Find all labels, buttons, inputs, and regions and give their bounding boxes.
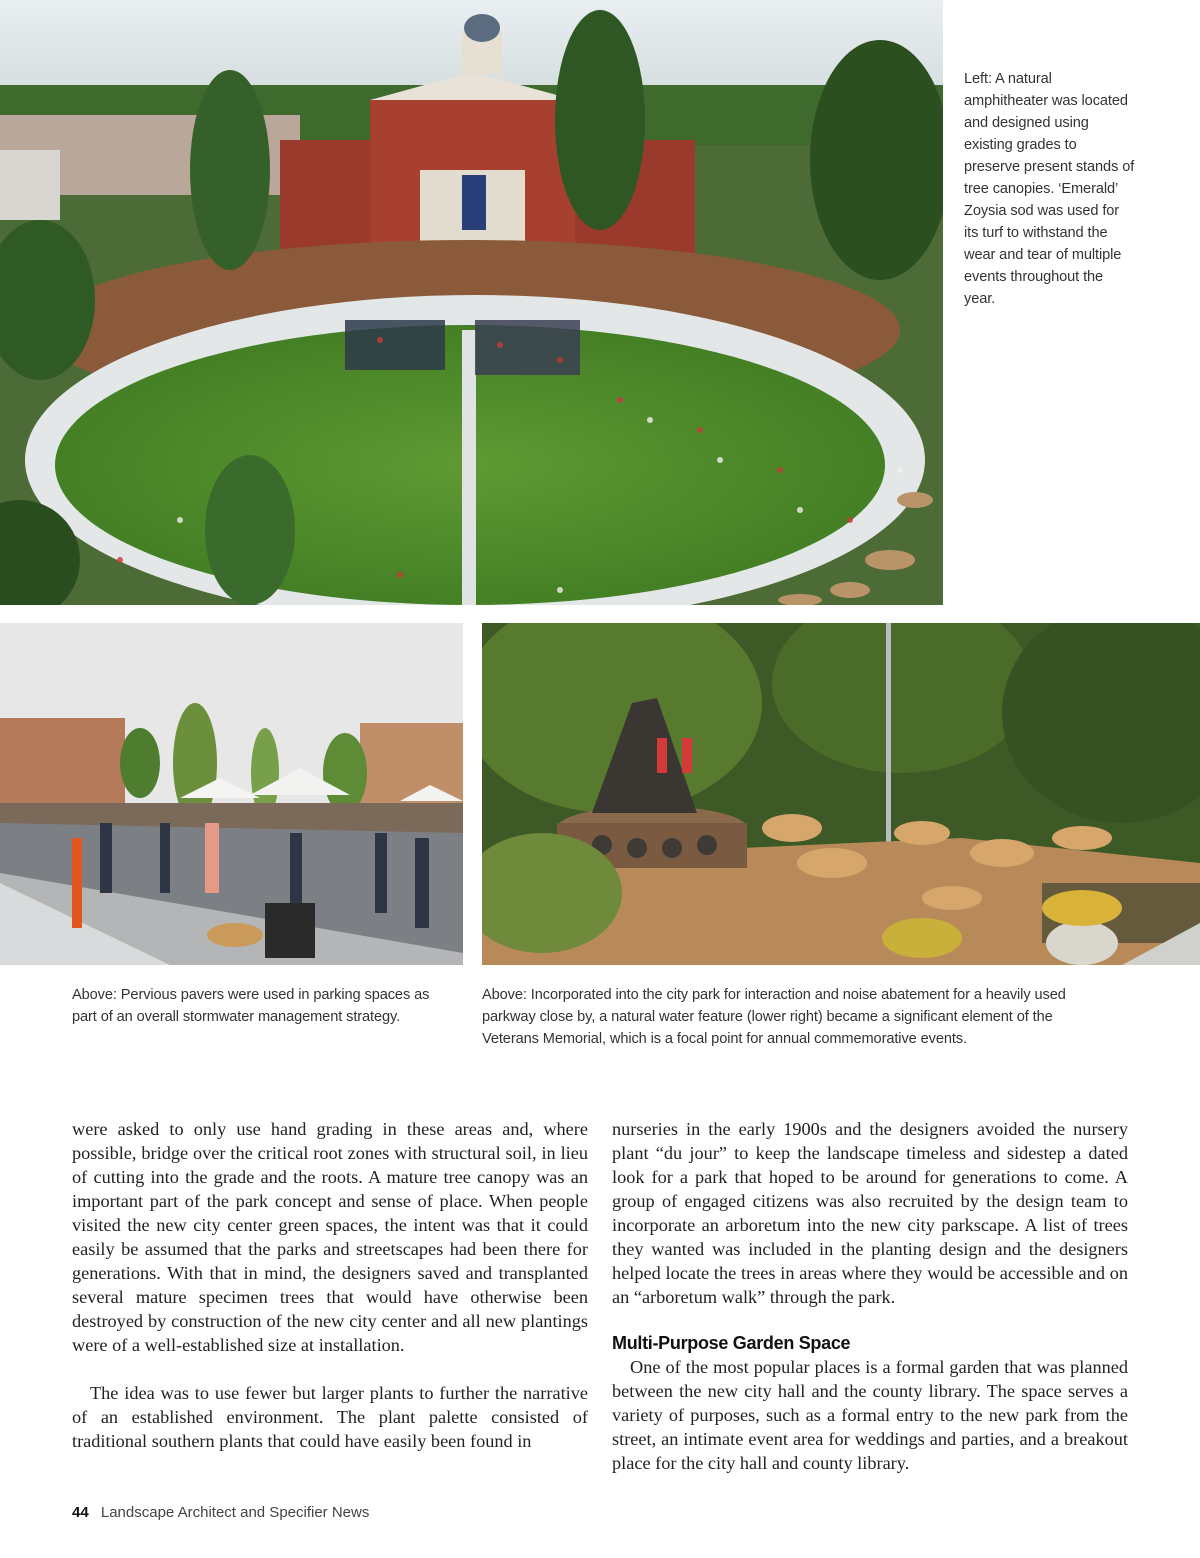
article-column-right bbox=[612, 1117, 1128, 1475]
amphitheater-photo bbox=[0, 0, 943, 605]
page-footer bbox=[72, 1504, 369, 1521]
article-column-left bbox=[72, 1117, 588, 1453]
publication-name: Landscape Architect and Specifier News bbox=[100, 1504, 370, 1521]
page-number: 44 bbox=[72, 1504, 89, 1521]
bottom-left-caption: Above: Pervious pavers were used in parking spaces as part of an overall stormwater management strategy. bbox=[72, 987, 430, 1025]
bottom-right-caption: Above: Incorporated into the city park for interaction and noise abatement for a heavily used parkway close by, a natural water feature (lower right) became a significant element of the Veterans Memorial, which is a focal point for annual commemorative events. bbox=[482, 987, 1066, 1047]
section-heading: Multi-Purpose Garden Space bbox=[612, 1333, 851, 1353]
article-paragraph: nurseries in the early 1900s and the designers avoided the nursery plant “du jour” to keep the landscape timeless and sidestep a dated look for a park that hoped to be around for generations to come. A group of engaged citizens was also recruited by the design team to incorporate an arboretum into the new city parkscape. A list of trees they wanted was included in the planting design and the designers helped locate the trees in areas where they would be accessible and on an “arboretum walk” through the park. bbox=[612, 1119, 1128, 1307]
veterans-memorial-photo bbox=[482, 623, 1200, 965]
market-street-photo bbox=[0, 623, 463, 965]
article-paragraph: The idea was to use fewer but larger plants to further the narrative of an established environment. The plant palette consisted of traditional southern plants that could have easily been found in bbox=[72, 1383, 588, 1451]
article-paragraph: were asked to only use hand grading in these areas and, where possible, bridge over the critical root zones with structural soil, in lieu of cutting into the grade and the roots. A mature tree canopy was an important part of the park concept and sense of place. When people visited the new city center green spaces, the intent was that it could easily be assumed that the parks and streetscapes had been there for generations. With that in mind, the designers saved and transplanted several mature specimen trees that would have otherwise been destroyed by construction of the new city center and all new plantings were of a well-established size at installation. bbox=[72, 1119, 588, 1355]
article-paragraph: One of the most popular places is a formal garden that was planned between the new city hall and the county library. The space serves a variety of purposes, such as a formal entry to the new park from the street, an intimate event area for weddings and parties, and a breakout place for the city hall and county library. bbox=[612, 1357, 1128, 1473]
top-right-caption: Left: A natural amphitheater was located and designed using existing grades to preserve present stands of tree canopies. ‘Emerald’ Zoysia sod was used for its turf to withstand the wear and tear of multiple events throughout the year. bbox=[964, 71, 1135, 307]
